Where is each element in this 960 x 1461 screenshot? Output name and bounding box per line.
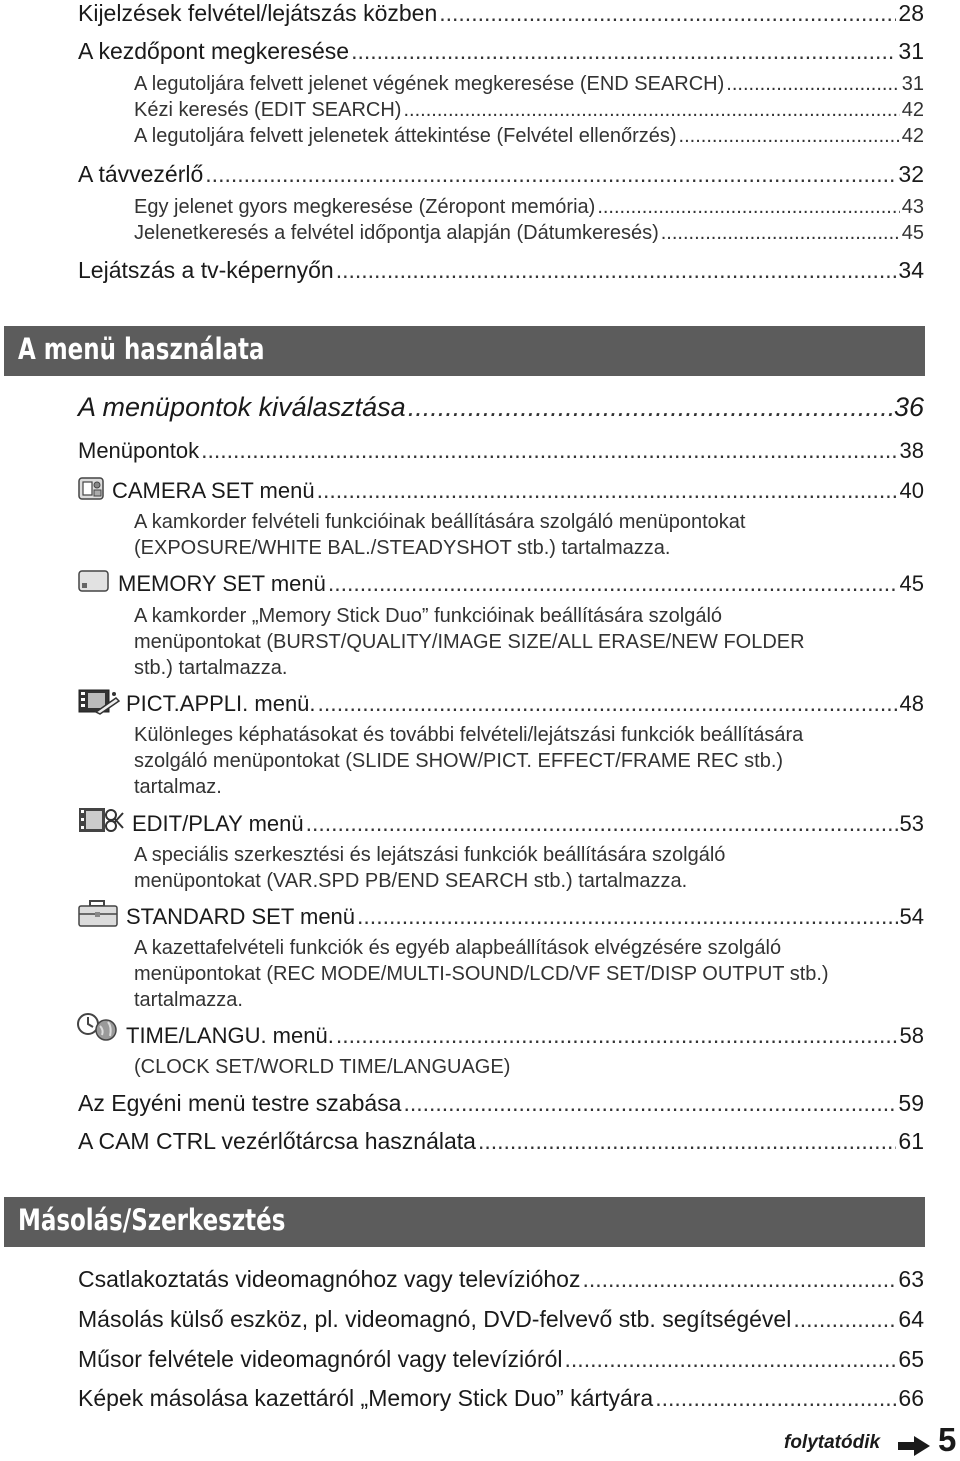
pict-appli-icon <box>78 688 120 716</box>
section-title: A menü használata <box>18 332 265 366</box>
time-langu-icon <box>76 1012 120 1042</box>
toc-entry-page: 53 <box>899 811 924 836</box>
toc-subentry[interactable] <box>134 125 924 148</box>
section-header-copy <box>4 1197 925 1247</box>
toc-subentry[interactable] <box>134 73 924 96</box>
toc-entry-text: CAMERA SET menü <box>112 478 315 503</box>
toc-entry-page: 61 <box>898 1128 924 1154</box>
toc-entry-text: A legutoljára felvett jelenetek áttekintése (Felvétel ellenőrzés) <box>134 125 677 147</box>
menu-entry-standard-set[interactable] <box>126 903 924 930</box>
toc-entry[interactable] <box>78 38 924 65</box>
toc-entry-text: Menüpontok <box>78 438 200 463</box>
camera-set-icon <box>78 475 106 501</box>
toc-entry[interactable] <box>78 1346 924 1373</box>
toc-entry-page: 40 <box>899 478 924 503</box>
toc-entry-page: 59 <box>898 1090 924 1116</box>
toc-entry-text: Kézi keresés (EDIT SEARCH) <box>134 99 402 121</box>
toc-entry[interactable] <box>78 257 924 284</box>
toc-entry-page: 42 <box>901 125 924 147</box>
menu-entry-memory-set[interactable] <box>118 570 924 597</box>
toc-entry-text: TIME/LANGU. menü. <box>126 1023 334 1048</box>
standard-set-icon <box>78 900 118 928</box>
menu-entry-description: A speciális szerkesztési és lejátszási funkciók beállítására szolgáló menüpontokat (VAR.SPD PB/END SEARCH stb.) tartalmazza. <box>134 844 726 892</box>
menu-entry-pict-appli[interactable] <box>126 690 924 717</box>
toc-entry-page: 45 <box>899 571 924 596</box>
toc-entry-text: Kijelzések felvétel/lejátszás közben <box>78 0 438 26</box>
toc-subentry[interactable] <box>134 99 924 122</box>
toc-entry-text: Műsor felvétele videomagnóról vagy televízióról <box>78 1346 563 1372</box>
toc-entry-page: 63 <box>898 1266 924 1292</box>
toc-entry-page: 66 <box>898 1385 924 1411</box>
memory-set-icon <box>78 569 110 593</box>
toc-entry[interactable] <box>78 437 924 464</box>
toc-entry-page: 32 <box>898 161 924 187</box>
toc-entry-text: Jelenetkeresés a felvétel időpontja alapján (Dátumkeresés) <box>134 222 659 244</box>
toc-entry-page: 58 <box>899 1023 924 1048</box>
section-title: Másolás/Szerkesztés <box>18 1203 286 1237</box>
toc-entry-text: STANDARD SET menü <box>126 904 356 929</box>
menu-entry-edit-play[interactable] <box>132 810 924 837</box>
menu-entry-camera-set[interactable] <box>112 477 924 504</box>
toc-entry-text: Lejátszás a tv-képernyőn <box>78 257 334 283</box>
menu-entry-time-langu[interactable] <box>126 1022 924 1049</box>
toc-entry-page: 31 <box>901 73 924 95</box>
toc-entry-text: A legutoljára felvett jelenet végének megkeresése (END SEARCH) <box>134 73 725 95</box>
menu-entry-description: (CLOCK SET/WORLD TIME/LANGUAGE) <box>134 1056 511 1078</box>
toc-entry-text: Csatlakoztatás videomagnóhoz vagy televízióhoz <box>78 1266 581 1292</box>
toc-entry[interactable] <box>78 0 924 27</box>
toc-entry[interactable] <box>78 1385 924 1412</box>
toc-entry-text: A CAM CTRL vezérlőtárcsa használata <box>78 1128 476 1154</box>
menu-entry-description: A kazettafelvételi funkciók és egyéb alapbeállítások elvégzésére szolgáló menüpontokat (REC MODE/MULTI-SOUND/LCD/VF SET/DISP OUTPUT stb.) tartalmazza. <box>134 937 829 1011</box>
toc-entry-page: 31 <box>898 38 924 64</box>
toc-entry-page: 64 <box>898 1306 924 1332</box>
toc-entry-page: 28 <box>898 0 924 26</box>
toc-entry[interactable] <box>78 1306 924 1333</box>
toc-entry-page: 38 <box>899 438 924 463</box>
toc-entry-text: Egy jelenet gyors megkeresése (Zéropont memória) <box>134 196 596 218</box>
menu-entry-description: Különleges képhatásokat és további felvételi/lejátszási funkciók beállítására szolgáló menüpontokat (SLIDE SHOW/PICT. EFFECT/FRAME REC stb.) tartalmaz. <box>134 724 804 798</box>
continued-label: folytatódik <box>784 1432 881 1453</box>
toc-entry-page: 36 <box>893 392 924 422</box>
toc-entry-text: A kezdőpont megkeresése <box>78 38 350 64</box>
toc-entry-text: MEMORY SET menü <box>118 571 326 596</box>
toc-entry[interactable] <box>78 161 924 188</box>
menu-entry-description: A kamkorder „Memory Stick Duo” funkcióinak beállítására szolgáló menüpontokat (BURST/QUALITY/IMAGE SIZE/ALL ERASE/NEW FOLDER stb.) tartalmazza. <box>134 605 805 679</box>
toc-entry-page: 43 <box>901 196 924 218</box>
toc-entry-text: EDIT/PLAY menü <box>132 811 304 836</box>
toc-entry-featured[interactable] <box>78 392 924 423</box>
toc-entry[interactable] <box>78 1090 924 1117</box>
toc-entry-text: Másolás külső eszköz, pl. videomagnó, DVD-felvevő stb. segítségével <box>78 1306 792 1332</box>
toc-subentry[interactable] <box>134 222 924 245</box>
toc-entry-page: 65 <box>898 1346 924 1372</box>
section-header-menu <box>4 326 925 376</box>
toc-entry-text: Képek másolása kazettáról „Memory Stick Duo” kártyára <box>78 1385 654 1411</box>
toc-entry-page: 54 <box>899 904 924 929</box>
menu-entry-description: A kamkorder felvételi funkcióinak beállítására szolgáló menüpontokat (EXPOSURE/WHITE BAL./STEADYSHOT stb.) tartalmazza. <box>134 511 746 559</box>
toc-entry[interactable] <box>78 1128 924 1155</box>
toc-entry-text: PICT.APPLI. menü. <box>126 691 316 716</box>
toc-entry-page: 45 <box>901 222 924 244</box>
arrow-right-icon <box>898 1436 932 1456</box>
toc-entry-text: A távvezérlő <box>78 161 204 187</box>
toc-entry-text: Az Egyéni menü testre szabása <box>78 1090 402 1116</box>
toc-entry-page: 48 <box>899 691 924 716</box>
toc-entry-text: A menüpontok kiválasztása <box>78 392 406 422</box>
toc-entry[interactable] <box>78 1266 924 1293</box>
toc-entry-page: 42 <box>901 99 924 121</box>
toc-subentry[interactable] <box>134 196 924 219</box>
toc-entry-page: 34 <box>898 257 924 283</box>
page-number: 5 <box>938 1421 957 1458</box>
edit-play-icon <box>78 806 124 834</box>
